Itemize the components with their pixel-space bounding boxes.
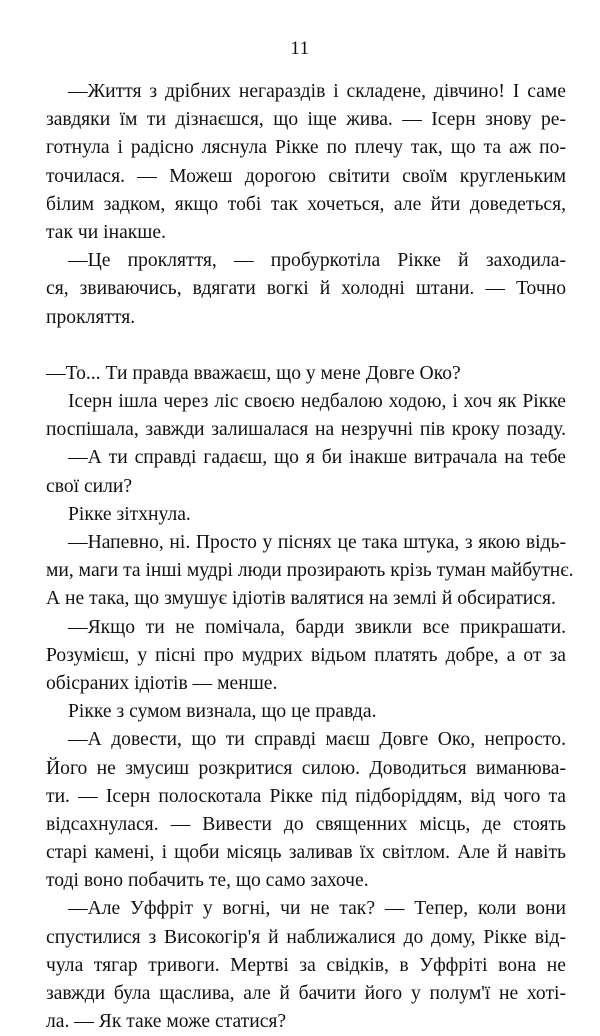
text-line: поспішала, завжди залишалася на незручні пів кроку позаду. — [46, 419, 566, 441]
text-line: Рікке зітхнула. — [68, 503, 191, 525]
text-line: —То... Ти правда вважаєш, що у мене Довге Око? — [46, 362, 461, 384]
text-line: завжди була щаслива, але й бачити його у полум'ї не хоті- — [46, 983, 566, 1004]
section-break — [46, 332, 566, 360]
text-line: готнула і радісно ляснула Рікке по плечу так, що та аж по- — [46, 137, 566, 159]
text-line: білим задком, якщо тобі так хочеться, але йти доведеться, — [46, 193, 566, 215]
text-line: ми, маги та інші мудрі люди прозирають крізь туман майбутнє. — [46, 560, 574, 582]
text-line: обісраних ідіотів — менше. — [46, 672, 278, 694]
text-line: Його не змусиш розкритися силою. Доводиться виманюва- — [46, 757, 566, 779]
text-line: чула тягар тривоги. Мертві за свідків, в Уффріті вона не — [46, 954, 566, 976]
text-line: —Це прокляття, — пробуркотіла Рікке й заходила- — [68, 250, 566, 272]
text-line: так чи інакше. — [46, 221, 166, 243]
text-line: старі камені, і щоби місяць заливав їх світлом. Але й навіть — [46, 842, 566, 864]
text-line: відсахнулася. — Вивести до священних місць, де стоять — [46, 813, 566, 835]
text-line: —Напевно, ні. Просто у піснях це така штука, з якою відь- — [68, 532, 566, 553]
page-number: 11 — [290, 38, 310, 59]
text-line: прокляття. — [46, 306, 136, 328]
text-line: Розумієш, у пісні про мудрих відьом платять добре, а от за — [46, 644, 566, 666]
text-line: Ісерн ішла через ліс своєю недбалою ходою, і хоч як Рікке — [68, 391, 566, 413]
text-line: —А довести, що ти справді маєш Довге Око, непросто. — [68, 729, 566, 751]
body-text — [46, 78, 574, 1036]
text-line: —Якщо ти не помічала, барди звикли все прикрашати. — [68, 616, 566, 638]
text-line: точилася. — Можеш дорогою світити своїм кругленьким — [46, 165, 566, 187]
text-line: ся, звиваючись, вдягати вогкі й холодні штани. — Точно — [46, 278, 566, 300]
text-line: ти. — Ісерн полоскотала Рікке під підборіддям, від чого та — [46, 785, 566, 807]
text-line: тоді воно побачить те, що само захоче. — [46, 870, 369, 892]
text-line: А не така, що змушує ідіотів валятися на землі й обсиратися. — [46, 588, 556, 610]
text-line: —А ти справді гадаєш, що я би інакше витрачала на тебе — [68, 447, 566, 469]
text-line: ла. — Як таке може статися? — [46, 1011, 287, 1033]
text-line: завдяки їм ти дізнаєшся, що іще жива. — Ісерн знову ре- — [46, 109, 566, 131]
text-line: свої сили? — [46, 475, 133, 497]
text-line: —Життя з дрібних негараздів і складене, дівчино! І саме — [68, 81, 566, 102]
text-line: —Але Уффріт у вогні, чи не так? — Тепер, коли вони — [68, 898, 566, 920]
text-line: спустилися з Високогір'я й наближалися до дому, Рікке від- — [46, 926, 566, 948]
text-line: Рікке з сумом визнала, що це правда. — [68, 701, 377, 723]
